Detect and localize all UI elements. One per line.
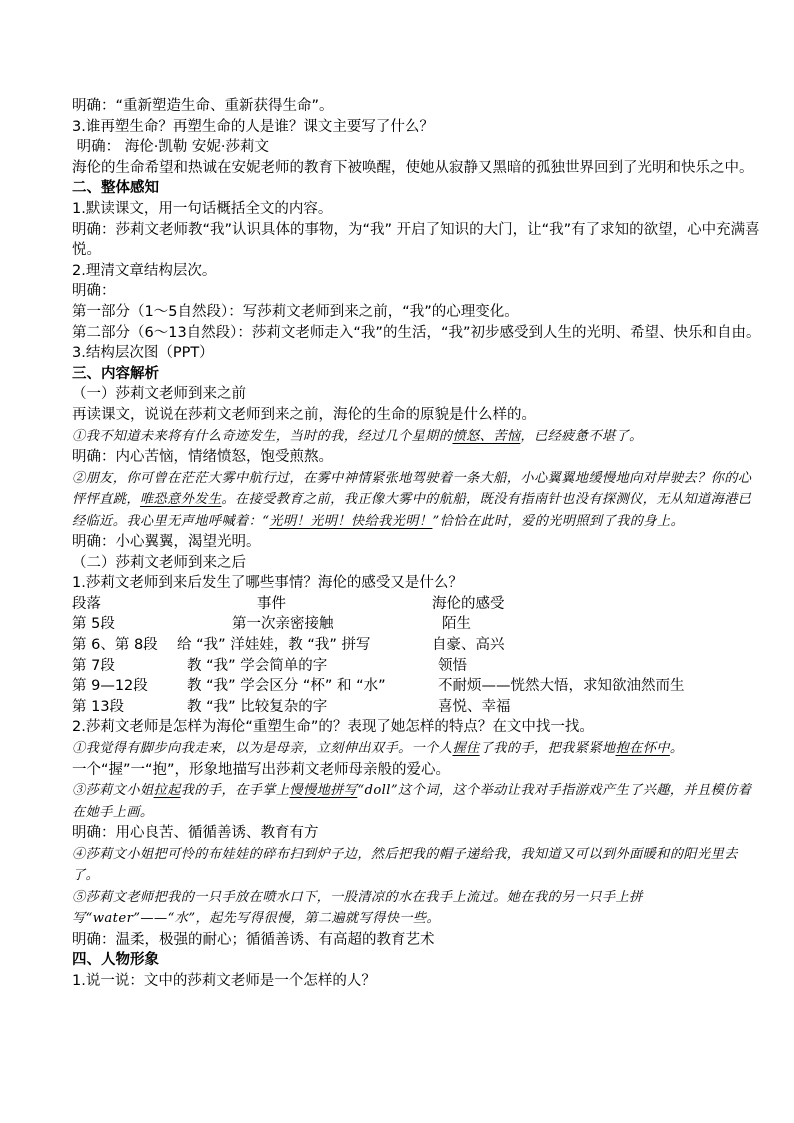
events-table [72, 594, 762, 718]
table-cell: 第 13段 [72, 698, 125, 715]
question-line: 3.谁再塑生命？再塑生命的人是谁？课文主要写了什么？ [72, 118, 434, 135]
answer-line: 明确：“重新塑造生命、重新获得生命”。 [72, 98, 334, 114]
document-page [72, 96, 762, 992]
answer-line: 明确：用心良苦、循循善诱、教育有方 [72, 825, 319, 842]
question-line: 2.莎莉文老师是怎样为海伦“重塑生命”的？表现了她怎样的特点？在文中找一找。 [72, 719, 594, 736]
table-cell: 教 “我” 比较复杂的字 [187, 698, 328, 715]
quote-paragraph: ④莎莉文小姐把可怜的布娃娃的碎布扫到炉子边，然后把我的帽子递给我，我知道又可以到外面暖和的阳光里去了。 [72, 846, 738, 884]
answer-line: 明确： 海伦·凯勒 安妮·莎莉文 [72, 139, 270, 156]
table-cell: 教 “我” 学会简单的字 [187, 657, 328, 674]
table-header: 段落 [72, 595, 101, 612]
answer-line: 明确：小心翼翼，渴望光明。 [72, 534, 261, 551]
table-cell: 第一次亲密接触 [232, 616, 334, 633]
question-line: 2.理清文章结构层次。 [72, 262, 217, 279]
question-line: 1.说一说：文中的莎莉文老师是一个怎样的人？ [72, 972, 376, 989]
answer-line: 明确：温柔，极强的耐心；循循善诱、有高超的教育艺术 [72, 931, 435, 948]
quote-paragraph: ①我不知道未来将有什么奇迹发生，当时的我，经过几个星期的愤怒、苦恼，已经疲惫不堪了。 [72, 428, 643, 444]
answer-line: 明确：内心苦恼，情绪愤怒，饱受煎熬。 [72, 449, 333, 465]
table-cell: 第 5段 [72, 616, 115, 633]
table-cell: 自豪、高兴 [432, 637, 505, 654]
section-heading: 三、内容解析 [72, 365, 159, 382]
table-cell: 给 “我” 洋娃娃，教 “我” 拼写 [177, 637, 371, 654]
question-line: 3.结构层次图（PPT） [72, 345, 214, 362]
quote-paragraph: ②朋友，你可曾在茫茫大雾中航行过，在雾中神情紧张地驾驶着一条大船，小心翼翼地缓慢地向对岸驶去？你的心怦怦直跳，唯恐意外发生。在接受教育之前，我正像大雾中的航船，既没有指南针也没有探测仪，无从知道海港已经临近。我心里无声地呼喊着：“光明！光明！快给我光明！”恰恰在此时，爱的光明照到了我的身上。 [72, 470, 752, 529]
table-cell: 教 “我” 学会区分 “杯” 和 “水” [187, 678, 386, 695]
analysis-line: 一个“握”一“抱”，形象地描写出莎莉文老师母亲般的爱心。 [72, 761, 451, 778]
subsection-heading: （一）莎莉文老师到来之前 [72, 386, 246, 403]
table-header: 海伦的感受 [432, 595, 505, 612]
quote-paragraph: ①我觉得有脚步向我走来，以为是母亲，立刻伸出双手。一个人握住了我的手，把我紧紧地抱在怀中。 [72, 741, 684, 757]
table-cell: 领悟 [438, 657, 467, 674]
table-cell: 不耐烦——恍然大悟，求知欲油然而生 [438, 678, 685, 695]
summary-line: 海伦的生命希望和热诚在安妮老师的教育下被唤醒，使她从寂静又黑暗的孤独世界回到了光明和快乐之中。 [72, 159, 754, 176]
structure-part-two: 第二部分（6～13自然段）：莎莉文老师走入“我”的生活，“我”初步感受到人生的光明、希望、快乐和自由。 [72, 324, 761, 341]
section-heading: 二、整体感知 [72, 180, 159, 197]
table-cell: 第 9—12段 [72, 678, 148, 695]
question-line: 再读课文，说说在莎莉文老师到来之前，海伦的生命的原貌是什么样的。 [72, 406, 536, 423]
table-cell: 第 7段 [72, 657, 115, 674]
subsection-heading: （二）莎莉文老师到来之后 [72, 554, 246, 571]
table-header: 事件 [257, 595, 286, 612]
quote-paragraph: ⑤莎莉文老师把我的一只手放在喷水口下，一股清凉的水在我手上流过。她在我的另一只手上拼写“water”——“水”，起先写得很慢，第二遍就写得快一些。 [72, 889, 643, 927]
answer-line: 明确： [72, 283, 116, 300]
question-line: 1.莎莉文老师到来后发生了哪些事情？海伦的感受又是什么？ [72, 575, 463, 592]
question-line: 1.默读课文，用一句话概括全文的内容。 [72, 200, 333, 217]
table-cell: 喜悦、幸福 [438, 698, 511, 715]
quote-paragraph: ③莎莉文小姐拉起我的手，在手掌上慢慢地拼写“doll”这个词，这个举动让我对手指游戏产生了兴趣，并且模仿着在她手上画。 [72, 783, 752, 820]
section-heading: 四、人物形象 [72, 952, 159, 969]
table-cell: 第 6、第 8段 [72, 637, 158, 654]
answer-paragraph: 明确：莎莉文老师教“我”认识具体的事物，为“我” 开启了知识的大门，让“我”有了求知的欲望，心中充满喜悦。 [72, 221, 760, 259]
table-cell: 陌生 [442, 616, 471, 633]
structure-part-one: 第一部分（1～5自然段）：写莎莉文老师到来之前，“我”的心理变化。 [72, 303, 519, 320]
